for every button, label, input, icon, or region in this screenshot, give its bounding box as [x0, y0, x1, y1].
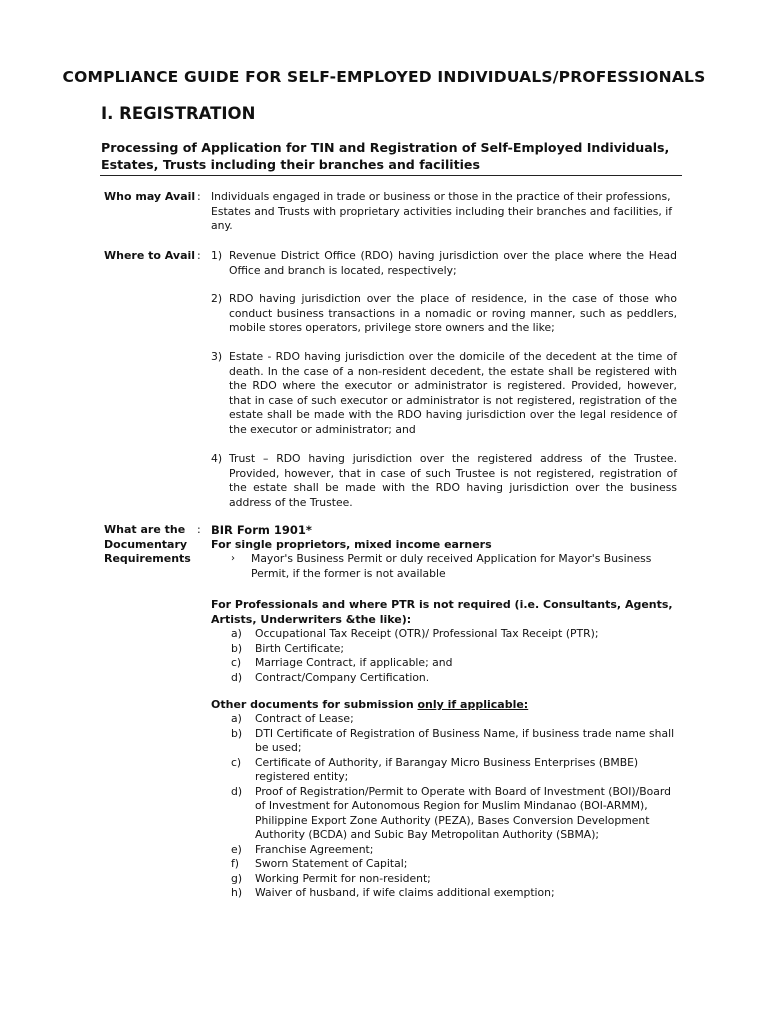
list-item: [231, 785, 681, 843]
other-documents-list: [231, 712, 681, 901]
list-item: [231, 727, 681, 756]
docs-colon: :: [197, 523, 201, 536]
where-item-number: 2): [211, 292, 223, 305]
item-letter: e): [231, 842, 242, 856]
where-item-text: Estate - RDO having jurisdiction over the domicile of the decedent at the time of death. In the case of a non-resident decedent, the estate shall be registered with the RDO where the executor or administrator is registered. Provided, however, that in case of such executor or administrator is not registered, registration of the estate shall be made with the RDO having jurisdiction over the legal residence of the executor or administrator; and: [229, 350, 677, 436]
item-text: Marriage Contract, if applicable; and: [255, 656, 453, 669]
list-item: [231, 843, 681, 858]
form-title: BIR Form 1901*: [211, 523, 312, 537]
where-label: Where to Avail: [104, 249, 196, 262]
item-letter: b): [231, 641, 243, 655]
divider-rule: [100, 175, 682, 176]
item-letter: f): [231, 857, 240, 870]
item-letter: a): [231, 627, 242, 640]
where-item: [211, 350, 677, 437]
who-label: Who may Avail: [104, 190, 196, 203]
where-item: [211, 249, 677, 278]
item-letter: c): [231, 656, 242, 669]
item-text: Proof of Registration/Permit to Operate with Board of Investment (BOI)/Board of Investment for Autonomous Region for Muslim Mindanao (BOI-ARMM), Philippine Export Zone Authority (PEZA), Bases Conversion Development Authority (BCDA) and Subic Bay Metropolitan Authority (SBMA);: [255, 784, 672, 841]
item-text: Certificate of Authority, if Barangay Micro Business Enterprises (BMBE) registered entity;: [255, 755, 639, 783]
where-item-number: 3): [211, 350, 223, 363]
document-title: COMPLIANCE GUIDE FOR SELF-EMPLOYED INDIVIDUALS/PROFESSIONALS: [62, 68, 706, 86]
item-letter: g): [231, 871, 243, 885]
item-text: Occupational Tax Receipt (OTR)/ Professional Tax Receipt (PTR);: [255, 627, 599, 640]
single-proprietor-heading: For single proprietors, mixed income earners: [211, 537, 492, 551]
item-text: Waiver of husband, if wife claims additional exemption;: [255, 886, 555, 899]
section-title: I. REGISTRATION: [101, 104, 256, 123]
bullet-text: Mayor's Business Permit or duly received Application for Mayor's Business Permit, if the former is not available: [251, 552, 652, 580]
where-item-text: Trust – RDO having jurisdiction over the registered address of the Trustee. Provided, however, that in case of such Trustee is not registered, registration of the estate shall be made with the RDO having jurisdiction over the business address of the Trustee.: [229, 452, 677, 509]
where-item-text: Revenue District Office (RDO) having jurisdiction over the place where the Head Office and branch is located, respectively;: [229, 249, 677, 277]
item-letter: a): [231, 712, 242, 725]
item-letter: d): [231, 670, 243, 684]
where-item: [211, 452, 677, 510]
where-item-number: 1): [211, 249, 223, 262]
who-colon: :: [197, 190, 201, 203]
item-text: DTI Certificate of Registration of Business Name, if business trade name shall be used;: [255, 726, 675, 754]
where-item-text: RDO having jurisdiction over the place of residence, in the case of those who conduct business transactions in a nomadic or roving manner, such as peddlers, mobile stores operators, privilege store owners and the like;: [229, 292, 677, 334]
item-text: Sworn Statement of Capital;: [255, 857, 408, 870]
item-letter: d): [231, 784, 243, 798]
list-item: [231, 642, 681, 657]
item-text: Working Permit for non-resident;: [255, 871, 431, 885]
where-item-number: 4): [211, 452, 223, 465]
list-item: [231, 756, 681, 785]
item-text: Contract of Lease;: [255, 712, 354, 725]
item-letter: b): [231, 726, 243, 740]
item-text: Birth Certificate;: [255, 641, 345, 655]
item-letter: h): [231, 886, 243, 899]
subtitle: Processing of Application for TIN and Registration of Self-Employed Individuals, Estates, Trusts including their branches and facilities: [101, 140, 670, 172]
docs-label: What are the Documentary Requirements: [104, 523, 191, 565]
item-text: Franchise Agreement;: [255, 842, 374, 856]
list-item: [231, 627, 681, 642]
professionals-list: [231, 627, 681, 685]
list-item: [231, 671, 681, 686]
bullet-chevron-icon: ›: [231, 553, 235, 564]
where-item: [211, 292, 677, 336]
professionals-heading-text: For Professionals and where PTR is not required (i.e. Consultants, Agents, Artists, Underwriters &the like):: [211, 598, 673, 626]
single-proprietor-bullet: [211, 552, 677, 581]
who-text: Individuals engaged in trade or business or those in the practice of their professions, Estates and Trusts with proprietary activities including their branches and facilities, if any.: [211, 190, 673, 232]
list-item: [231, 886, 681, 901]
item-text: Contract/Company Certification.: [255, 670, 430, 684]
list-item: [231, 872, 681, 887]
docs-block: [211, 523, 677, 581]
other-heading-underlined: only if applicable:: [417, 698, 529, 711]
list-item: [231, 712, 681, 727]
other-heading-prefix: Other documents for submission: [211, 698, 418, 711]
other-documents-heading: [211, 698, 677, 713]
list-item: [231, 857, 681, 872]
item-letter: c): [231, 755, 242, 769]
list-item: [231, 656, 681, 671]
where-colon: :: [197, 249, 201, 262]
professionals-heading: [211, 598, 677, 627]
